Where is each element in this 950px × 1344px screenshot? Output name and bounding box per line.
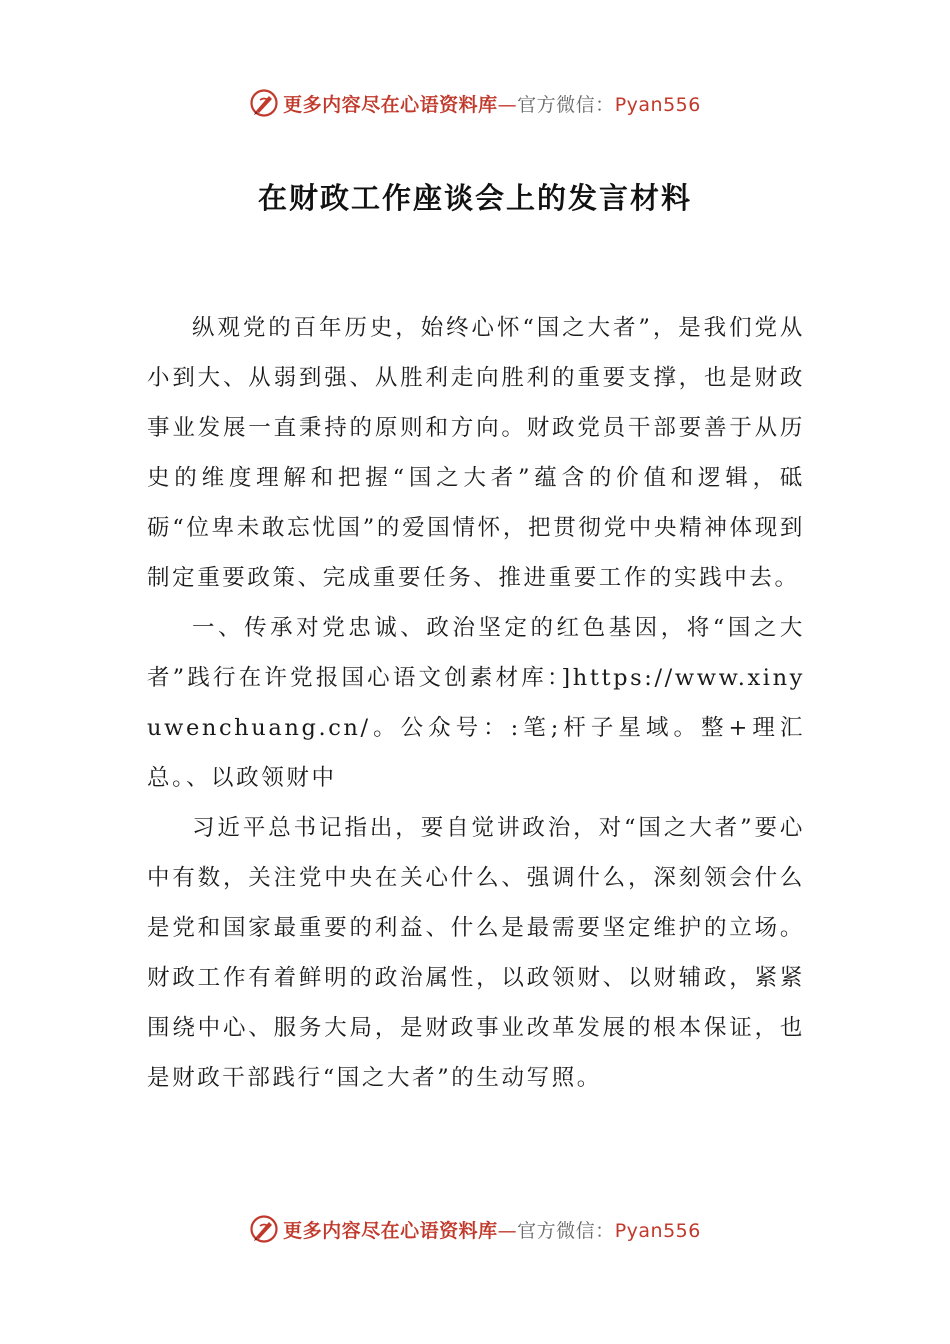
banner-brand: 更多内容尽在心语资料库 xyxy=(283,93,498,116)
banner-brand: 更多内容尽在心语资料库 xyxy=(283,1219,498,1242)
banner-wechat-handle: Pyan556 xyxy=(614,93,701,116)
banner-text xyxy=(283,1216,701,1243)
document-title: 在财政工作座谈会上的发言材料 xyxy=(257,181,692,215)
header-watermark-banner xyxy=(0,83,950,123)
pen-logo-icon xyxy=(249,88,279,118)
body-paragraph: 习近平总书记指出，要自觉讲政治，对“国之大者”要心中有数，关注党中央在关心什么、强调什么，深刻领会什么是党和国家最重要的利益、什么是最需要坚定维护的立场。财政工作有着鲜明的政治属性，以政领财、以财辅政，紧紧围绕中心、服务大局，是财政事业改革发展的根本保证，也是财政干部践行“国之大者”的生动写照。 xyxy=(147,815,805,1091)
banner-contact-label: 官方微信： xyxy=(517,93,615,116)
body-paragraph: 纵观党的百年历史，始终心怀“国之大者”，是我们党从小到大、从弱到强、从胜利走向胜利的重要支撑，也是财政事业发展一直秉持的原则和方向。财政党员干部要善于从历史的维度理解和把握“国之大者”蕴含的价值和逻辑，砥砺“位卑未敢忘忧国”的爱国情怀，把贯彻党中央精神体现到制定重要政策、完成重要任务、推进重要工作的实践中去。 xyxy=(147,315,805,591)
banner-dash: — xyxy=(497,1219,518,1242)
banner-dash: — xyxy=(497,93,518,116)
body-paragraph: 一、传承对党忠诚、政治坚定的红色基因，将“国之大者”践行在许党报国心语文创素材库：]https://www.xinyuwenchuang.cn/。公众号：:笔;杆子星域。整+理汇总。、以政领财中 xyxy=(147,615,805,791)
document-body xyxy=(147,303,805,1103)
pen-logo-icon xyxy=(249,1214,279,1244)
banner-wechat-handle: Pyan556 xyxy=(614,1219,701,1242)
banner-text xyxy=(283,90,701,117)
banner-contact-label: 官方微信： xyxy=(517,1219,615,1242)
footer-watermark-banner xyxy=(0,1209,950,1249)
